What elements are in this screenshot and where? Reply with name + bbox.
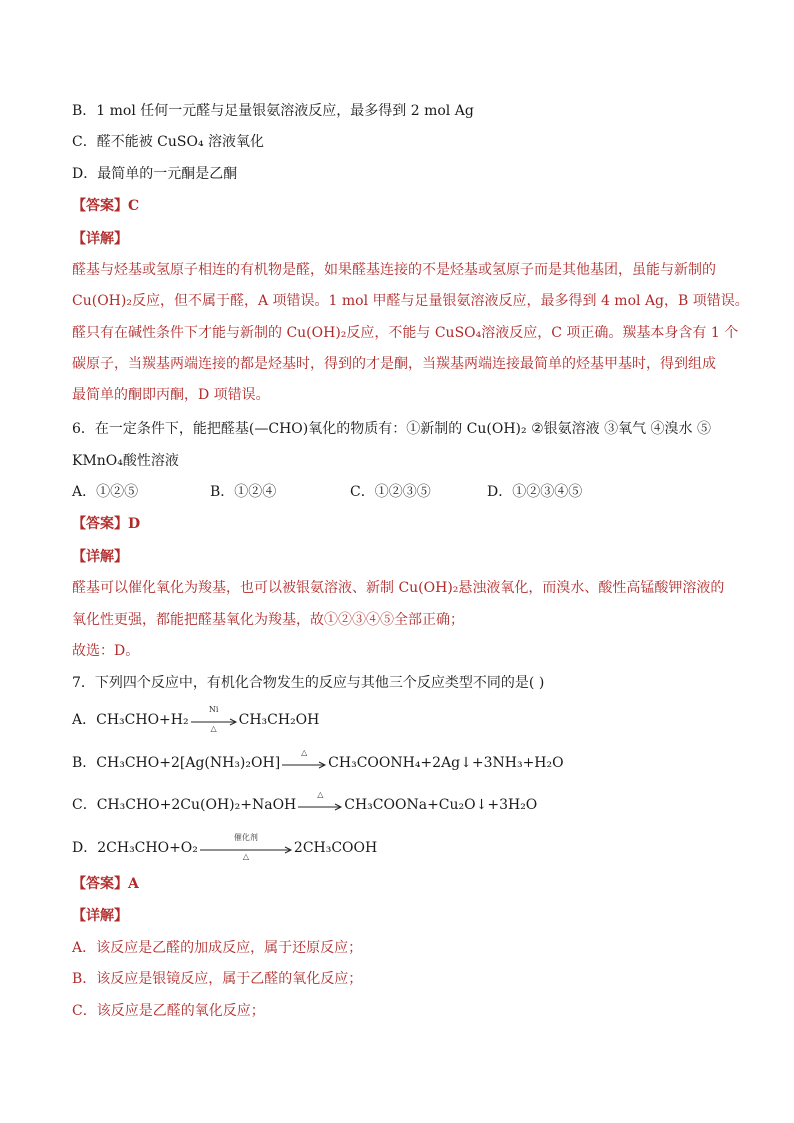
arrow-condition-above: △ — [301, 748, 308, 757]
q5-explanation-line: 醛只有在碱性条件下才能与新制的 Cu(OH)₂反应，不能与 CuSO₄溶液反应，C 项正确。羰基本身含有 1 个 — [72, 325, 739, 341]
arrow-condition-below: △ — [210, 724, 217, 733]
q6-stem: 6．在一定条件下，能把醛基(—CHO)氧化的物质有：①新制的 Cu(OH)₂ ②银氨溶液 ③氧气 ④溴水 ⑤ — [72, 421, 711, 437]
q6-detail-label: 【详解】 — [72, 549, 128, 565]
arrow-icon — [282, 762, 326, 768]
q6-option-b: B．①②④ — [210, 484, 277, 500]
q5-option-c: C．醛不能被 CuSO₄ 溶液氧化 — [72, 134, 265, 150]
reaction-arrow — [200, 833, 292, 861]
q5-option-b: B．1 mol 任何一元醛与足量银氨溶液反应，最多得到 2 mol Ag — [72, 103, 474, 119]
q5-explanation-line: 醛基与烃基或氢原子相连的有机物是醛，如果醛基连接的不是烃基或氢原子而是其他基团，虽能与新制的 — [72, 262, 716, 278]
q5-explanation-line: Cu(OH)₂反应，但不属于醛，A 项错误。1 mol 甲醛与足量银氨溶液反应，最多得到 4 mol Ag，B 项错误。 — [72, 293, 749, 309]
q6-explanation-line: 氧化性更强，都能把醛基氧化为羧基，故①②③④⑤全部正确； — [72, 612, 464, 628]
products: 2CH₃COOH — [293, 840, 378, 856]
reactants: CH₃CHO+2[Ag(NH₃)₂OH] — [96, 755, 281, 771]
q7-detail-label: 【详解】 — [72, 908, 128, 924]
reaction-arrow — [298, 790, 342, 815]
q6-option-d: D．①②③④⑤ — [487, 484, 583, 500]
reaction-arrow — [282, 748, 326, 773]
q6-options — [72, 482, 732, 502]
q6-option-c: C．①②③⑤ — [350, 484, 431, 500]
arrow-condition-below: △ — [242, 852, 249, 861]
q6-explanation-line: 醛基可以催化氧化为羧基，也可以被银氨溶液、新制 Cu(OH)₂悬浊液氧化，而溴水、酸性高锰酸钾溶液的 — [72, 580, 725, 596]
option-label: C． — [72, 797, 97, 813]
q7-explanation-line: C．该反应是乙醛的氧化反应； — [72, 1003, 265, 1019]
arrow-condition-above: △ — [317, 790, 324, 799]
arrow-condition-above: 催化剂 — [233, 833, 258, 842]
products: CH₃CH₂OH — [238, 712, 320, 728]
q6-explanation-line: 故选：D。 — [72, 643, 140, 659]
option-label: B． — [72, 755, 97, 771]
q6-stem-continued: KMnO₄酸性溶液 — [72, 453, 179, 469]
reactants: 2CH₃CHO+O₂ — [97, 840, 198, 856]
q7-stem: 7．下列四个反应中，有机化合物发生的反应与其他三个反应类型不同的是( ) — [72, 675, 545, 691]
reaction-arrow — [191, 705, 237, 733]
option-label: D． — [72, 840, 98, 856]
q5-detail-label: 【详解】 — [72, 231, 128, 247]
arrow-icon — [298, 804, 342, 810]
reactants: CH₃CHO+2Cu(OH)₂+NaOH — [96, 797, 297, 813]
q7-answer: 【答案】A — [72, 876, 139, 892]
q6-option-a: A．①②⑤ — [72, 484, 139, 500]
q7-explanation-line: B．该反应是银镜反应，属于乙醛的氧化反应； — [72, 971, 363, 987]
q5-answer: 【答案】C — [72, 198, 140, 214]
option-label: A． — [72, 712, 97, 728]
q7-option-b — [72, 748, 732, 773]
q5-explanation-line: 碳原子，当羰基两端连接的都是烃基时，得到的才是酮，当羰基两端连接最简单的烃基甲基时，得到组成 — [72, 356, 716, 372]
q7-option-d — [72, 833, 732, 861]
arrow-condition-above: Ni — [208, 705, 219, 714]
reactants: CH₃CHO+H₂ — [96, 712, 189, 728]
q7-explanation-line: A．该反应是乙醛的加成反应，属于还原反应； — [72, 940, 363, 956]
q6-answer: 【答案】D — [72, 516, 141, 532]
q7-option-a — [72, 705, 732, 733]
products: CH₃COONH₄+2Ag↓+3NH₃+H₂O — [328, 755, 564, 771]
q7-option-c — [72, 790, 732, 815]
q5-explanation-line: 最简单的酮即丙酮，D 项错误。 — [72, 387, 270, 403]
q5-option-d: D．最简单的一元酮是乙酮 — [72, 166, 238, 182]
products: CH₃COONa+Cu₂O↓+3H₂O — [344, 797, 538, 813]
